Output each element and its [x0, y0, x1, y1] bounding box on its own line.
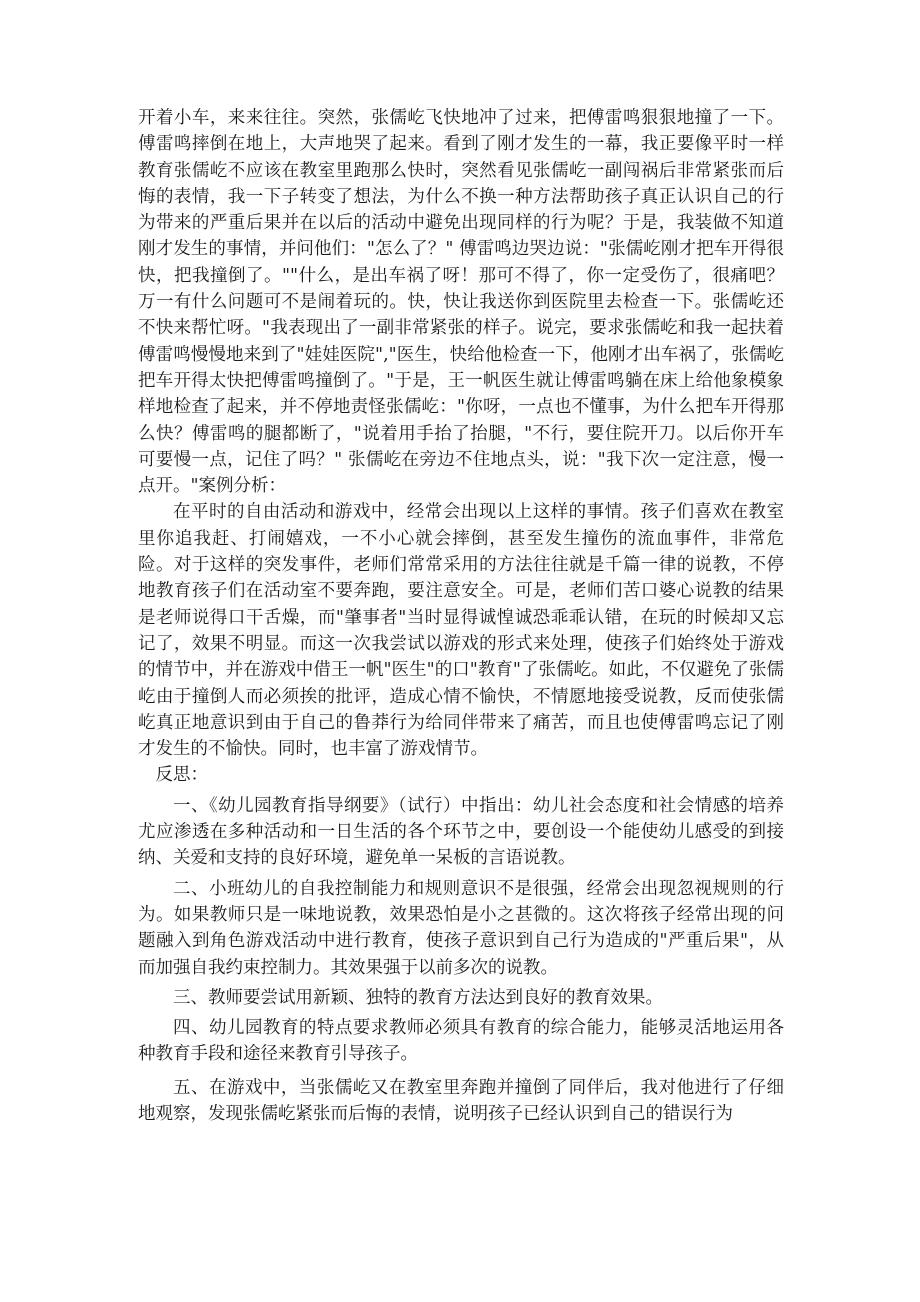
reflection-point-4: 四、幼儿园教育的特点要求教师必须具有教育的综合能力，能够灵活地运用各种教育手段和途径来教育引导孩子。: [138, 1018, 784, 1065]
reflection-heading: 反思：: [155, 765, 208, 786]
reflection-point-1: 一、《幼儿园教育指导纲要》（试行）中指出：幼儿社会态度和社会情感的培养尤应渗透在多种活动和一日生活的各个环节之中，要创设一个能使幼儿感受的到接纳、关爱和支持的良好环境，避免单一呆板的言语说教。: [138, 795, 784, 869]
reflection-point-5: 五、在游戏中，当张儒屹又在教室里奔跑并撞倒了同伴后，我对他进行了仔细地观察，发现张儒屹紧张而后悔的表情，说明孩子已经认识到自己的错误行为: [138, 1077, 784, 1124]
document-body: [138, 105, 784, 1127]
case-analysis-paragraph: 在平时的自由活动和游戏中，经常会出现以上这样的事情。孩子们喜欢在教室里你追我赶、打闹嬉戏，一不小心就会摔倒，甚至发生撞伤的流血事件，非常危险。对于这样的突发事件，老师们常常采用的方法往往就是千篇一律的说教，不停地教育孩子们在活动室不要奔跑，要注意安全。可是，老师们苦口婆心说教的结果是老师说得口干舌燥，而"肇事者"当时显得诚惶诚恐乖乖认错，在玩的时候却又忘记了，效果不明显。而这一次我尝试以游戏的形式来处理，使孩子们始终处于游戏的情节中，并在游戏中借王一帆"医生"的口"教育"了张儒屹。如此，不仅避免了张儒屹由于撞倒人而必须挨的批评，造成心情不愉快，不情愿地接受说教，反而使张儒屹真正地意识到由于自己的鲁莽行为给同伴带来了痛苦，而且也使傅雷鸣忘记了刚才发生的不愉快。同时，也丰富了游戏情节。: [138, 502, 784, 760]
case-narrative-paragraph: 开着小车，来来往往。突然，张儒屹飞快地冲了过来，把傅雷鸣狠狠地撞了一下。傅雷鸣摔倒在地上，大声地哭了起来。看到了刚才发生的一幕，我正要像平时一样教育张儒屹不应该在教室里跑那么快时，突然看见张儒屹一副闯祸后非常紧张而后悔的表情，我一下子转变了想法，为什么不换一种方法帮助孩子真正认识自己的行为带来的严重后果并在以后的活动中避免出现同样的行为呢？于是，我装做不知道刚才发生的事情，并问他们："怎么了？" 傅雷鸣边哭边说："张儒屹刚才把车开得很快，把我撞倒了。""什么，是出车祸了呀！那可不得了，你一定受伤了，很痛吧？万一有什么问题可不是闹着玩的。快，快让我送你到医院里去检查一下。张儒屹还不快来帮忙呀。"我表现出了一副非常紧张的样子。说完，要求张儒屹和我一起扶着傅雷鸣慢慢地来到了"娃娃医院","医生，快给他检查一下，他刚才出车祸了，张儒屹把车开得太快把傅雷鸣撞倒了。"于是，王一帆医生就让傅雷鸣躺在床上给他象模象样地检查了起来，并不停地责怪张儒屹："你呀，一点也不懂事，为什么把车开得那么快？傅雷鸣的腿都断了，"说着用手抬了抬腿，"不行，要住院开刀。以后你开车可要慢一点，记住了吗？" 张儒屹在旁边不住地点头，说："我下次一定注意，慢一点开。"案例分析：: [138, 108, 784, 497]
reflection-point-3: 三、教师要尝试用新颖、独特的教育方法达到良好的教育效果。: [173, 987, 663, 1008]
reflection-point-2: 二、小班幼儿的自我控制能力和规则意识不是很强，经常会出现忽视规则的行为。如果教师只是一味地说教，效果恐怕是小之甚微的。这次将孩子经常出现的问题融入到角色游戏活动中进行教育，使孩子意识到自己行为造成的"严重后果"，从而加强自我约束控制力。其效果强于以前多次的说教。: [138, 878, 784, 978]
